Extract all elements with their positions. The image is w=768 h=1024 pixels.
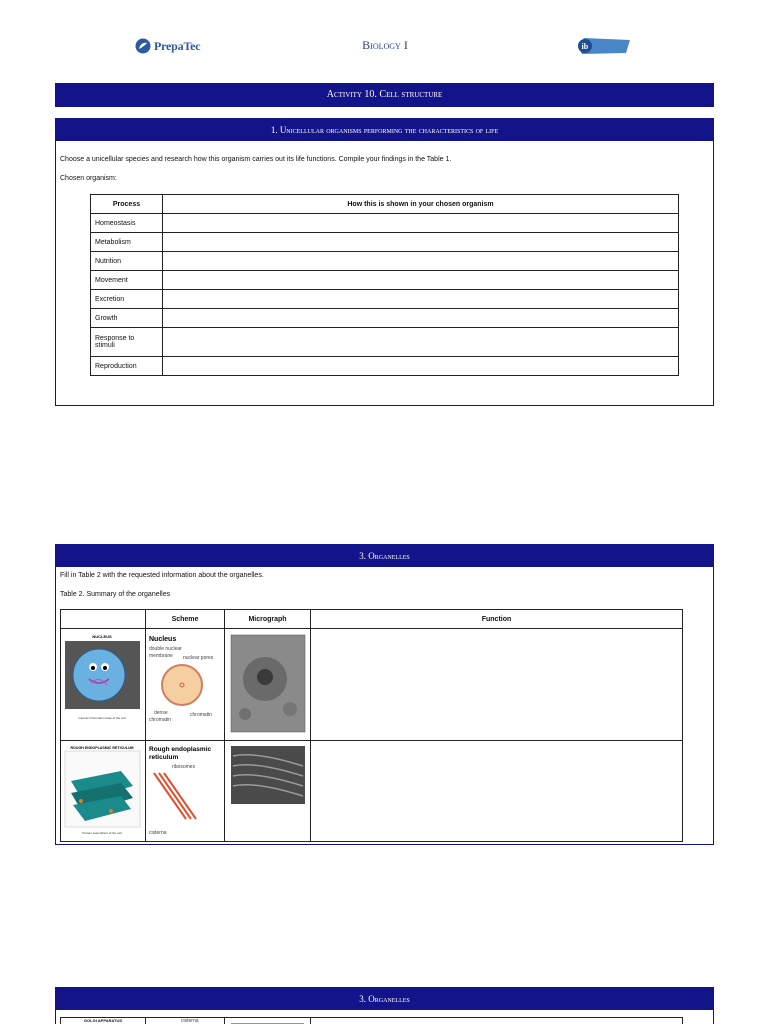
answer-cell[interactable]	[163, 357, 679, 376]
chosen-organism-label: Chosen organism:	[60, 175, 117, 182]
section-1-instructions: Choose a unicellular species and research how this organism carries out its life functions. Compile your findings in the Table 1.	[60, 156, 452, 163]
table-row	[61, 741, 683, 842]
table-row: Growth	[91, 309, 679, 328]
nucleus-cartoon-title: NUCLEUS	[92, 634, 112, 639]
golgi-micrograph	[225, 1018, 311, 1024]
table-row: Homeostasis	[91, 214, 679, 233]
svg-text:Rough endoplasmic: Rough endoplasmic	[149, 746, 212, 753]
table-row: Response to stimuli	[91, 328, 679, 357]
svg-text:membrane: membrane	[149, 653, 173, 659]
table-row: Movement	[91, 271, 679, 290]
svg-text:double nuclear: double nuclear	[149, 646, 182, 652]
answer-cell[interactable]	[163, 252, 679, 271]
answer-cell[interactable]	[163, 271, 679, 290]
golgi-function-cell[interactable]	[311, 1018, 683, 1024]
section-2-panel	[55, 544, 714, 845]
logo-text: PrepaTec	[154, 38, 201, 53]
nucleus-function-cell[interactable]	[311, 629, 683, 741]
course-title: Biology I	[362, 38, 408, 52]
svg-text:ib: ib	[581, 42, 589, 51]
activity-title-bar: Activity 10. Cell structure	[55, 83, 714, 107]
svg-text:reticulum: reticulum	[149, 754, 179, 761]
table-row: Metabolism	[91, 233, 679, 252]
section-1-panel	[55, 118, 714, 406]
micrograph-header: Micrograph	[225, 610, 311, 629]
table-row	[61, 629, 683, 741]
rer-cartoon	[61, 741, 146, 842]
section-3-panel	[55, 987, 714, 1024]
section-3-title: 3. Organelles	[56, 988, 713, 1010]
nucleus-cartoon	[61, 629, 146, 741]
rer-micrograph	[225, 741, 311, 842]
process-header: Process	[91, 195, 163, 214]
svg-text:cisterna: cisterna	[149, 830, 167, 836]
table-row: Nutrition	[91, 252, 679, 271]
answer-cell[interactable]	[163, 233, 679, 252]
table-2-continued	[60, 1017, 683, 1024]
table-2	[60, 609, 683, 842]
svg-text:chromatin: chromatin	[190, 712, 212, 718]
table-row: Reproduction	[91, 357, 679, 376]
answer-cell[interactable]	[163, 290, 679, 309]
nucleus-cartoon-caption: Genetic information base of the cell	[78, 716, 126, 720]
golgi-cartoon-title: GOLGI APPARATUS	[61, 1018, 146, 1024]
prepatec-logo	[135, 38, 200, 54]
scheme-header: Scheme	[146, 610, 225, 629]
table-1	[90, 194, 679, 376]
rer-function-cell[interactable]	[311, 741, 683, 842]
nucleus-scheme	[146, 629, 225, 741]
answer-cell[interactable]	[163, 328, 679, 357]
answer-cell[interactable]	[163, 214, 679, 233]
ib-logo	[576, 37, 632, 55]
nucleus-micrograph	[225, 629, 311, 741]
svg-text:chromatin: chromatin	[149, 717, 171, 723]
golgi-scheme-label: cisterna	[146, 1018, 225, 1024]
rer-cartoon-caption: Protein assemblers of the cell	[82, 831, 122, 835]
section-2-instructions: Fill in Table 2 with the requested information about the organelles.	[60, 572, 264, 579]
rer-cartoon-title: ROUGH ENDOPLASMIC RETICULUM	[70, 746, 134, 750]
section-2-title: 3. Organelles	[56, 545, 713, 567]
answer-cell[interactable]	[163, 309, 679, 328]
prepatec-emblem-icon	[135, 38, 151, 54]
nucleus-scheme-title: Nucleus	[149, 636, 177, 643]
svg-text:dense: dense	[154, 710, 168, 716]
function-header: Function	[311, 610, 683, 629]
table-row: Excretion	[91, 290, 679, 309]
svg-text:nuclear pores: nuclear pores	[183, 655, 214, 661]
table-2-caption: Table 2. Summary of the organelles	[60, 591, 171, 598]
how-shown-header: How this is shown in your chosen organism	[163, 195, 679, 214]
svg-text:ribosomes: ribosomes	[172, 764, 196, 770]
section-1-title: 1. Unicellular organisms performing the characteristics of life	[56, 119, 713, 141]
rer-scheme	[146, 741, 225, 842]
